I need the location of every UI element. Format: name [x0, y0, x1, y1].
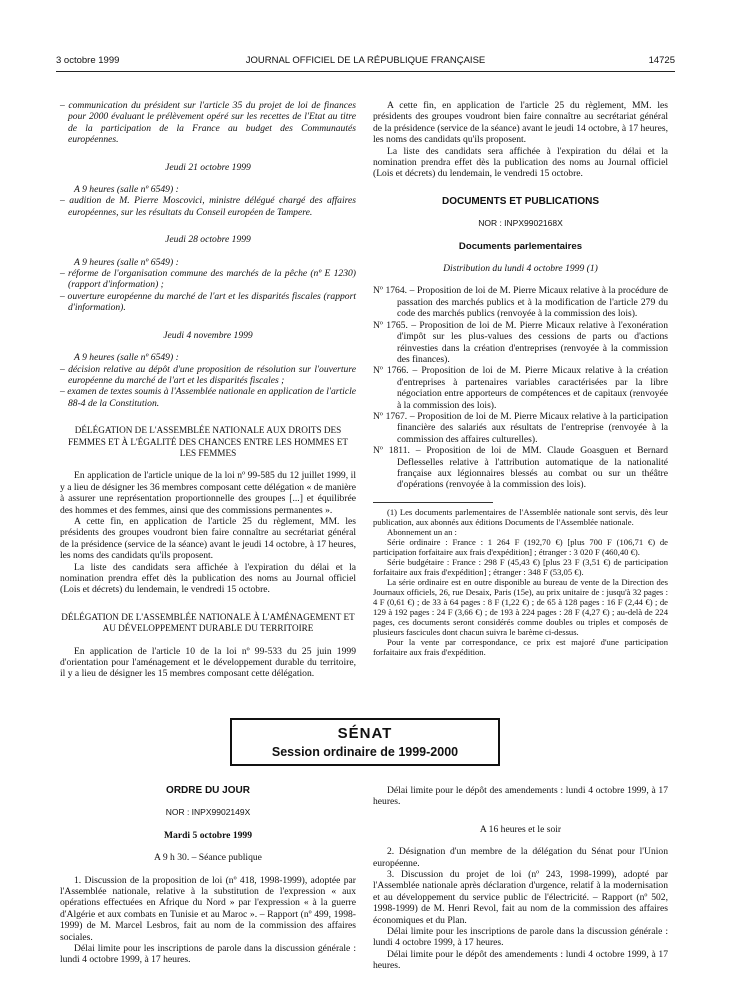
paragraph: En application de l'article unique de la loi nº 99-585 du 12 juillet 1999, il y a lieu de désigner les 36 membres composant cette délégation « de manière à assurer une représentation proportionnelle des groupes [...] et équilibrée des hommes et des femmes, ainsi que des commissions permanentes ».	[60, 470, 356, 516]
header-page-number: 14725	[648, 55, 675, 66]
header-date: 3 octobre 1999	[56, 55, 120, 66]
header-title: JOURNAL OFFICIEL DE LA RÉPUBLIQUE FRANÇAISE	[245, 55, 486, 66]
agenda-day: Jeudi 28 octobre 1999	[165, 234, 251, 246]
paragraph: Délai limite pour les inscriptions de parole dans la discussion générale : lundi 4 octobre 1999, à 17 heures.	[373, 926, 668, 949]
session-day: Mardi 5 octobre 1999	[163, 829, 253, 841]
agenda-room: A 9 heures (salle nº 6549) :	[74, 184, 179, 196]
document-entry: Nº 1765. – Proposition de loi de M. Pierre Micaux relative à l'exonération d'impôt sur les plus-values des cessions de parts ou d'actions réinvesties dans la création d'entreprises (renvoyée à la commission des finances).	[373, 319, 668, 365]
delegation-title: DÉLÉGATION DE L'ASSEMBLÉE NATIONALE À L'AMÉNAGEMENT ET AU DÉVELOPPEMENT DURABLE DU TERRITOIRE	[61, 611, 355, 634]
agenda-item: – examen de textes soumis à l'Assemblée nationale en application de l'article 88-4 de la Constitution.	[60, 386, 356, 409]
paragraph: La liste des candidats sera affichée à l'expiration du délai et la nomination prendra effet dès la publication des noms au Journal officiel (Lois et décrets) du lendemain, le vendredi 15 octobre.	[373, 145, 668, 180]
document-entry: Nº 1766. – Proposition de loi de M. Pierre Micaux relative à la création d'entreprises à partenaires variables caractérisées par la libre négociation entre apporteurs de compétences et de capitaux (renvoyée à la commission des lois).	[373, 365, 668, 411]
paragraph: 1. Discussion de la proposition de loi (nº 418, 1998-1999), adoptée par l'Assemblée nationale, relative à la substitution de l'expression « aux opérations effectuées en Afrique du Nord » par l'expression « à la guerre d'Algérie et aux combats en Tunisie et au Maroc ». – Rapport (nº 499, 1998-1999) de M. Marcel Lesbros, fait au nom de la commission des affaires sociales.	[60, 874, 356, 943]
agenda-item: – audition de M. Pierre Moscovici, ministre délégué chargé des affaires européennes, sur les résultats du Conseil européen de Tampere.	[60, 195, 356, 218]
agenda-item: – ouverture européenne du marché de l'art et les disparités fiscales (rapport d'information).	[60, 290, 356, 314]
footnote: Pour la vente par correspondance, ce prix est majoré d'une participation forfaitaire aux frais d'expédition.	[373, 636, 668, 657]
left-column	[60, 100, 356, 680]
distribution-date: Distribution du lundi 4 octobre 1999 (1)	[443, 263, 598, 275]
right-column	[373, 100, 668, 657]
senat-title: SÉNAT	[337, 725, 393, 742]
senat-banner	[230, 718, 500, 766]
paragraph: 2. Désignation d'un membre de la délégation du Sénat pour l'Union européenne.	[373, 846, 668, 869]
senat-right-column	[373, 785, 668, 972]
footnotes	[373, 507, 668, 657]
footnote: La série ordinaire est en outre disponible au bureau de vente de la Direction des Journaux officiels, 26, rue Desaix, Paris (15e), au prix unitaire de : jusqu'à 32 pages : 4 F (0,61 €) ; de 33 à 64 pages : 8 F (1,22 €) ; de 65 à 128 pages : 16 F (2,44 €) ; de 129 à 192 pages : 24 F (3,66 €) ; de 193 à 224 pages : 28 F (4,27 €) ; au-delà de 224 pages, ces documents seront considérés comme doubles ou triples et composés de plusieurs fascicules dont chacun suivra le barème ci-dessus.	[373, 576, 668, 637]
paragraph: Délai limite pour le dépôt des amendements : lundi 4 octobre 1999, à 17 heures.	[373, 948, 668, 972]
senat-session: Session ordinaire de 1999-2000	[271, 745, 459, 759]
agenda-day: Jeudi 21 octobre 1999	[165, 161, 251, 173]
footnote: Abonnement un an :	[387, 526, 457, 537]
paragraph: 3. Discussion du projet de loi (nº 243, 1998-1999), adopté par l'Assemblée nationale après déclaration d'urgence, relatif à la modernisation et au développement du service public de l'électricité. – Rapport (nº 502, 1998-1999) de M. Henri Revol, fait au nom de la commission des affaires économiques et du Plan.	[373, 869, 668, 926]
agenda-room: A 9 heures (salle nº 6549) :	[74, 352, 179, 364]
senat-left-column	[60, 785, 356, 966]
page-header	[56, 55, 675, 69]
delegation-title: DÉLÉGATION DE L'ASSEMBLÉE NATIONALE AUX DROITS DES FEMMES ET À L'ÉGALITÉ DES CHANCES ENTRE LES HOMMES ET LES FEMMES	[68, 425, 348, 458]
agenda-item: – décision relative au dépôt d'une proposition de résolution sur l'ouverture européenne du marché de l'art et les disparités fiscales ;	[60, 363, 356, 386]
paragraph: Délai limite pour le dépôt des amendements : lundi 4 octobre 1999, à 17 heures.	[373, 785, 668, 808]
agenda-room: A 9 heures (salle nº 6549) :	[74, 256, 179, 268]
paragraph: En application de l'article 10 de la loi nº 99-533 du 25 juin 1999 d'orientation pour l'aménagement et le développement durable du territoire, il y a lieu de désigner les 15 membres composant cette délégation.	[60, 645, 356, 680]
section-title: DOCUMENTS ET PUBLICATIONS	[441, 195, 600, 207]
paragraph: La liste des candidats sera affichée à l'expiration du délai et la nomination prendra effet dès la publication des noms au Journal officiel (Lois et décrets) du lendemain, le vendredi 15 octobre.	[60, 561, 356, 596]
agenda-day: Jeudi 4 novembre 1999	[163, 329, 253, 341]
footnote: (1) Les documents parlementaires de l'Assemblée nationale sont servis, dès leur publication, aux abonnés aux éditions Documents de l'Assemblée nationale.	[373, 506, 668, 527]
footnote: Série budgétaire : France : 298 F (45,43 €) [plus 23 F (3,51 €) de participation forfaitaire aux frais d'expédition] ; étranger : 348 F (53,05 €).	[373, 556, 668, 577]
paragraph: A cette fin, en application de l'article 25 du règlement, MM. les présidents des groupes voudront bien faire connaître au secrétariat général de la présidence (service de la séance) avant le jeudi 14 octobre, à 17 heures, les noms des candidats qu'ils proposent.	[373, 100, 668, 146]
document-entry: Nº 1767. – Proposition de loi de M. Pierre Micaux relative à la participation financière des salariés aux résultats de l'entreprise (renvoyée à la commission des affaires culturelles).	[373, 410, 668, 445]
section-subtitle: Documents parlementaires	[458, 240, 583, 252]
header-rule	[56, 71, 675, 72]
section-title: ORDRE DU JOUR	[166, 785, 250, 796]
session-time: A 9 h 30. – Séance publique	[154, 852, 262, 864]
paragraph: A cette fin, en application de l'article 25 du règlement, MM. les présidents des groupes voudront bien faire connaître au secrétariat général de la présidence (service de la séance) avant le jeudi 14 octobre, à 17 heures, les noms des candidats qu'ils proposent.	[60, 515, 356, 562]
session-time: A 16 heures et le soir	[479, 823, 562, 835]
nor-reference: NOR : INPX9902168X	[478, 218, 563, 229]
document-entry: Nº 1764. – Proposition de loi de M. Pierre Micaux relative à la procédure de passation des marchés publics et à la modification de l'article 279 du code des marchés publics (renvoyée à la commission des lois).	[373, 285, 668, 320]
footnote: Série ordinaire : France : 1 264 F (192,70 €) [plus 700 F (106,71 €) de participation forfaitaire aux frais d'expédition] ; étranger : 3 020 F (460,40 €).	[373, 536, 668, 557]
footnote-rule	[373, 502, 493, 503]
paragraph: Délai limite pour les inscriptions de parole dans la discussion générale : lundi 4 octobre 1999, à 17 heures.	[60, 943, 356, 966]
document-entry: Nº 1811. – Proposition de loi de MM. Claude Goasguen et Bernard Deflesselles relative à l'attribution automatique de la nationalité française aux légionnaires blessés au combat ou sur un théâtre d'opérations (renvoyée à la commission des lois).	[373, 445, 668, 491]
agenda-item: – communication du président sur l'article 35 du projet de loi de finances pour 2000 évaluant le prélèvement opéré sur les recettes de l'Etat au titre de la participation de la France au budget des Communautés européennes.	[60, 100, 356, 146]
nor-reference: NOR : INPX9902149X	[165, 807, 251, 818]
agenda-item: – réforme de l'organisation commune des marchés de la pêche (nº E 1230) (rapport d'information) ;	[60, 268, 356, 291]
